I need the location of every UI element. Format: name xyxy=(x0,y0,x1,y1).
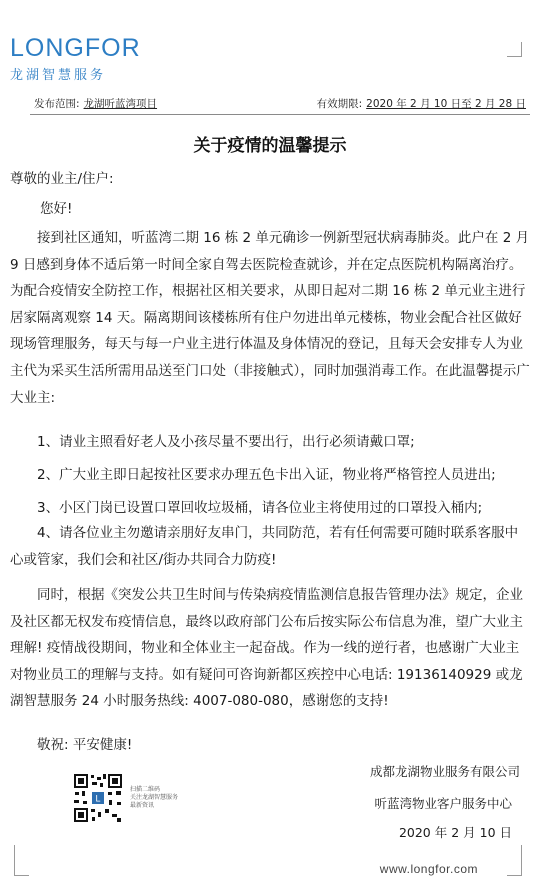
notice-paragraph-2: 同时，根据《突发公共卫生时间与传染病疫情监测信息报告管理办法》规定，企业及社区都无权发布疫情信息，最终以政府部门公布后按实际公布信息为准，望广大业主理解! 疫情战役期间，物业和全体业主一起奋战。作为一线的逆行者，也感谢广大业主对物业员工的理解与支持。如有疑问可咨询新都区疾控中心电话: 19136140929 或龙湖智慧服务 24 小时服务热线: 4007-080-080，感谢您的支持! xyxy=(10,587,523,710)
longfor-logo xyxy=(10,36,141,83)
qr-caption-line-2: 关注龙湖智慧服务 xyxy=(130,794,179,801)
corner-mark-bottom-left xyxy=(14,845,29,876)
validity-value: 2020 年 2 月 10 日至 2 月 28 日 xyxy=(366,98,526,110)
logo-chinese-name: 龙湖智慧服务 xyxy=(10,68,107,83)
qr-caption xyxy=(130,786,178,810)
reminder-item-2: 2、广大业主即日起按社区要求办理五色卡出入证，物业将严格管控人员进出; xyxy=(37,467,496,483)
signature-company: 成都龙湖物业服务有限公司 xyxy=(369,764,520,779)
closing-wishes: 敬祝: 平安健康! xyxy=(37,737,133,753)
svg-text:L: L xyxy=(95,793,101,804)
signature-service-center: 听蓝湾物业客户服务中心 xyxy=(374,796,512,811)
signature-date: 2020 年 2 月 10 日 xyxy=(398,825,512,840)
qr-caption-line-3: 最新资讯 xyxy=(130,802,155,809)
corner-mark-bottom-right xyxy=(507,845,522,876)
qr-caption-line-1: 扫描二维码 xyxy=(130,786,161,793)
notice-paragraph-1: 接到社区通知，听蓝湾二期 16 栋 2 单元确诊一例新型冠状病毒肺炎。此户在 2 月 9 日感到身体不适后第一时间全家自驾去医院检查就诊，并在定点医院机构隔离治疗。为配合疫情安全防控工作，根据社区相关要求，从即日起对二期 16 栋 2 单元业主进行居家隔离观察 14 天。隔离期间该楼栋所有住户勿进出单元楼栋，物业会配合社区做好现场管理服务，每天与每一户业主进行体温及身体情况的登记，且每天会安排专人为业主代为采买生活所需用品送至门口处（非接触式），同时加强消毒工作。在此温馨提示广大业主: xyxy=(10,230,530,406)
release-scope-value: 龙湖听蓝湾项目 xyxy=(83,98,158,110)
header-divider xyxy=(30,114,530,115)
validity-label: 有效期限: xyxy=(316,98,363,110)
reminder-item-4: 4、请各位业主勿邀请亲朋好友串门，共同防范，若有任何需要可随时联系客服中心或管家，我们会和社区/街办共同合力防疫! xyxy=(10,525,519,568)
notice-title: 关于疫情的温馨提示 xyxy=(193,136,347,156)
qr-code xyxy=(72,772,124,824)
release-scope xyxy=(34,96,157,111)
reminder-item-1: 1、请业主照看好老人及小孩尽量不要出行，出行必须请戴口罩; xyxy=(37,434,415,450)
qr-code-icon xyxy=(72,772,124,824)
reminder-item-3: 3、小区门岗已设置口罩回收垃圾桶，请各位业主将使用过的口罩投入桶内; xyxy=(37,500,483,516)
release-scope-label: 发布范围: xyxy=(34,98,80,110)
validity-period xyxy=(317,96,526,111)
hello: 您好! xyxy=(40,201,73,217)
footer-website: www.longfor.com xyxy=(379,862,478,876)
logo-wordmark: LONGFOR xyxy=(10,34,141,62)
corner-mark-top-right xyxy=(507,42,522,57)
greeting: 尊敬的业主/住户: xyxy=(10,171,114,187)
